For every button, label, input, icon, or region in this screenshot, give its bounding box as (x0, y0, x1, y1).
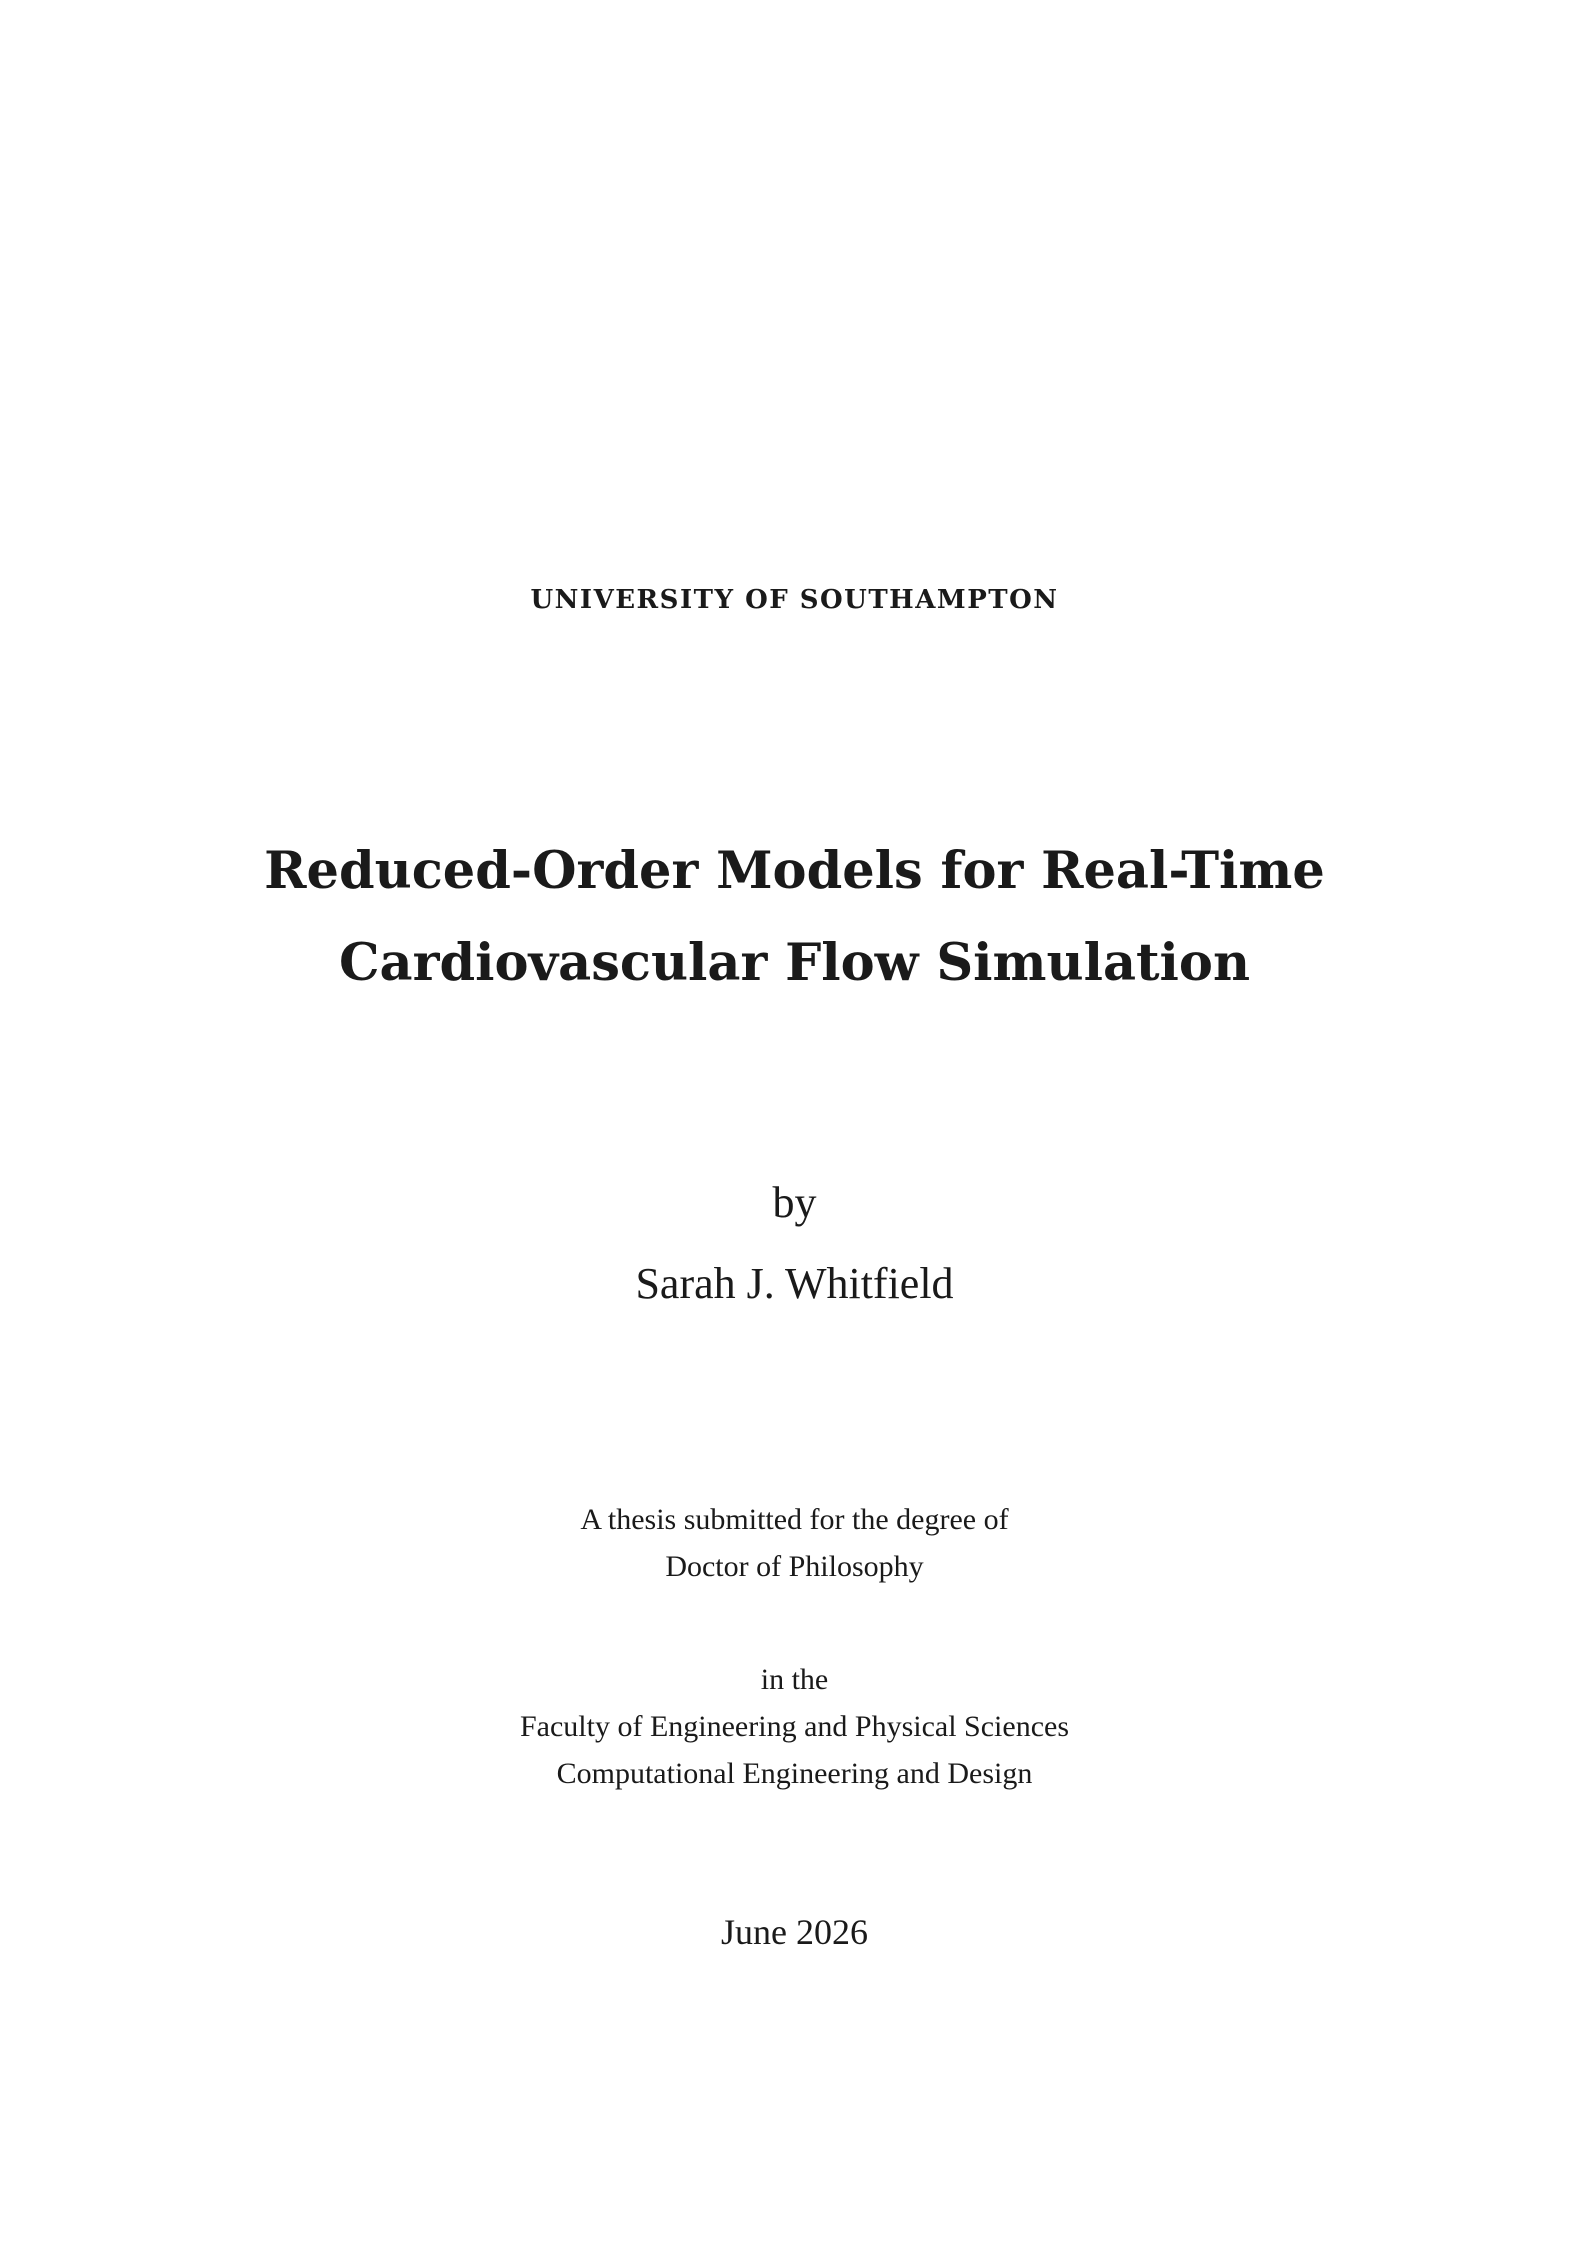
university-name: UNIVERSITY OF SOUTHAMPTON (530, 585, 1059, 615)
faculty-statement (0, 1656, 1589, 1797)
degree-line-1: A thesis submitted for the degree of (580, 1503, 1009, 1536)
thesis-title-line-1: Reduced-Order Models for Real-Time (264, 841, 1325, 901)
thesis-title-line-2: Cardiovascular Flow Simulation (338, 933, 1251, 993)
author-name: Sarah J. Whitfield (635, 1259, 954, 1308)
degree-line-2: Doctor of Philosophy (665, 1550, 924, 1583)
by-label: by (772, 1178, 817, 1227)
faculty-line-2: Faculty of Engineering and Physical Sciences (519, 1710, 1070, 1743)
degree-statement (0, 1496, 1589, 1590)
faculty-line-1: in the (760, 1663, 829, 1696)
faculty-line-3: Computational Engineering and Design (556, 1757, 1033, 1790)
submission-date: June 2026 (721, 1912, 868, 1952)
thesis-title (0, 825, 1589, 1009)
